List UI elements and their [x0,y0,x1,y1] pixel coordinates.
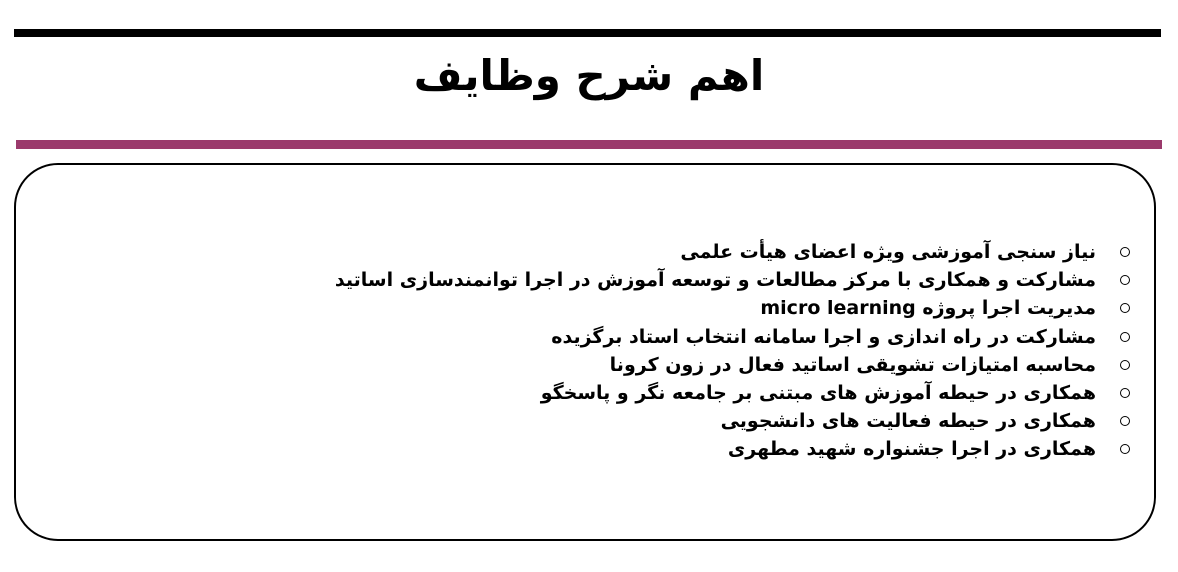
bullet-circle-icon [1120,303,1130,313]
list-item-text: نیاز سنجی آموزشی ویژه اعضای هیأت علمی [680,241,1096,263]
bullet-circle-icon [1120,416,1130,426]
list-item [335,351,1130,379]
list-item-text: همکاری در حیطه آموزش های مبتنی بر جامعه نگر و پاسخگو [540,382,1096,405]
bullet-circle-icon [1120,275,1130,285]
list-item [335,407,1130,435]
list-item-text: محاسبه امتیازات تشویقی اساتید فعال در زون کرونا [609,353,1096,376]
bullet-circle-icon [1120,388,1130,398]
list-item [335,238,1130,266]
list-item-text: مدیریت اجرا پروژه micro learning [760,297,1096,320]
list-item-text: همکاری در اجرا جشنواره شهید مطهری [727,438,1096,461]
bullet-circle-icon [1120,332,1130,342]
list-item [335,266,1130,294]
accent-divider [16,140,1162,149]
bullet-circle-icon [1120,360,1130,370]
list-item [335,379,1130,407]
list-item [335,435,1130,463]
bullet-circle-icon [1120,444,1130,454]
duties-list [335,238,1130,464]
list-item-text: همکاری در حیطه فعالیت های دانشجویی [720,410,1096,433]
list-item-text: مشارکت و همکاری با مرکز مطالعات و توسعه آموزش در اجرا توانمندسازی اساتید [334,269,1096,292]
list-item-text: مشارکت در راه اندازی و اجرا سامانه انتخاب استاد برگزیده [551,325,1096,348]
list-item [335,294,1130,322]
bullet-circle-icon [1120,247,1130,257]
list-item [335,323,1130,351]
top-divider [14,29,1161,37]
page-title: اهم شرح وظایف [413,51,765,100]
